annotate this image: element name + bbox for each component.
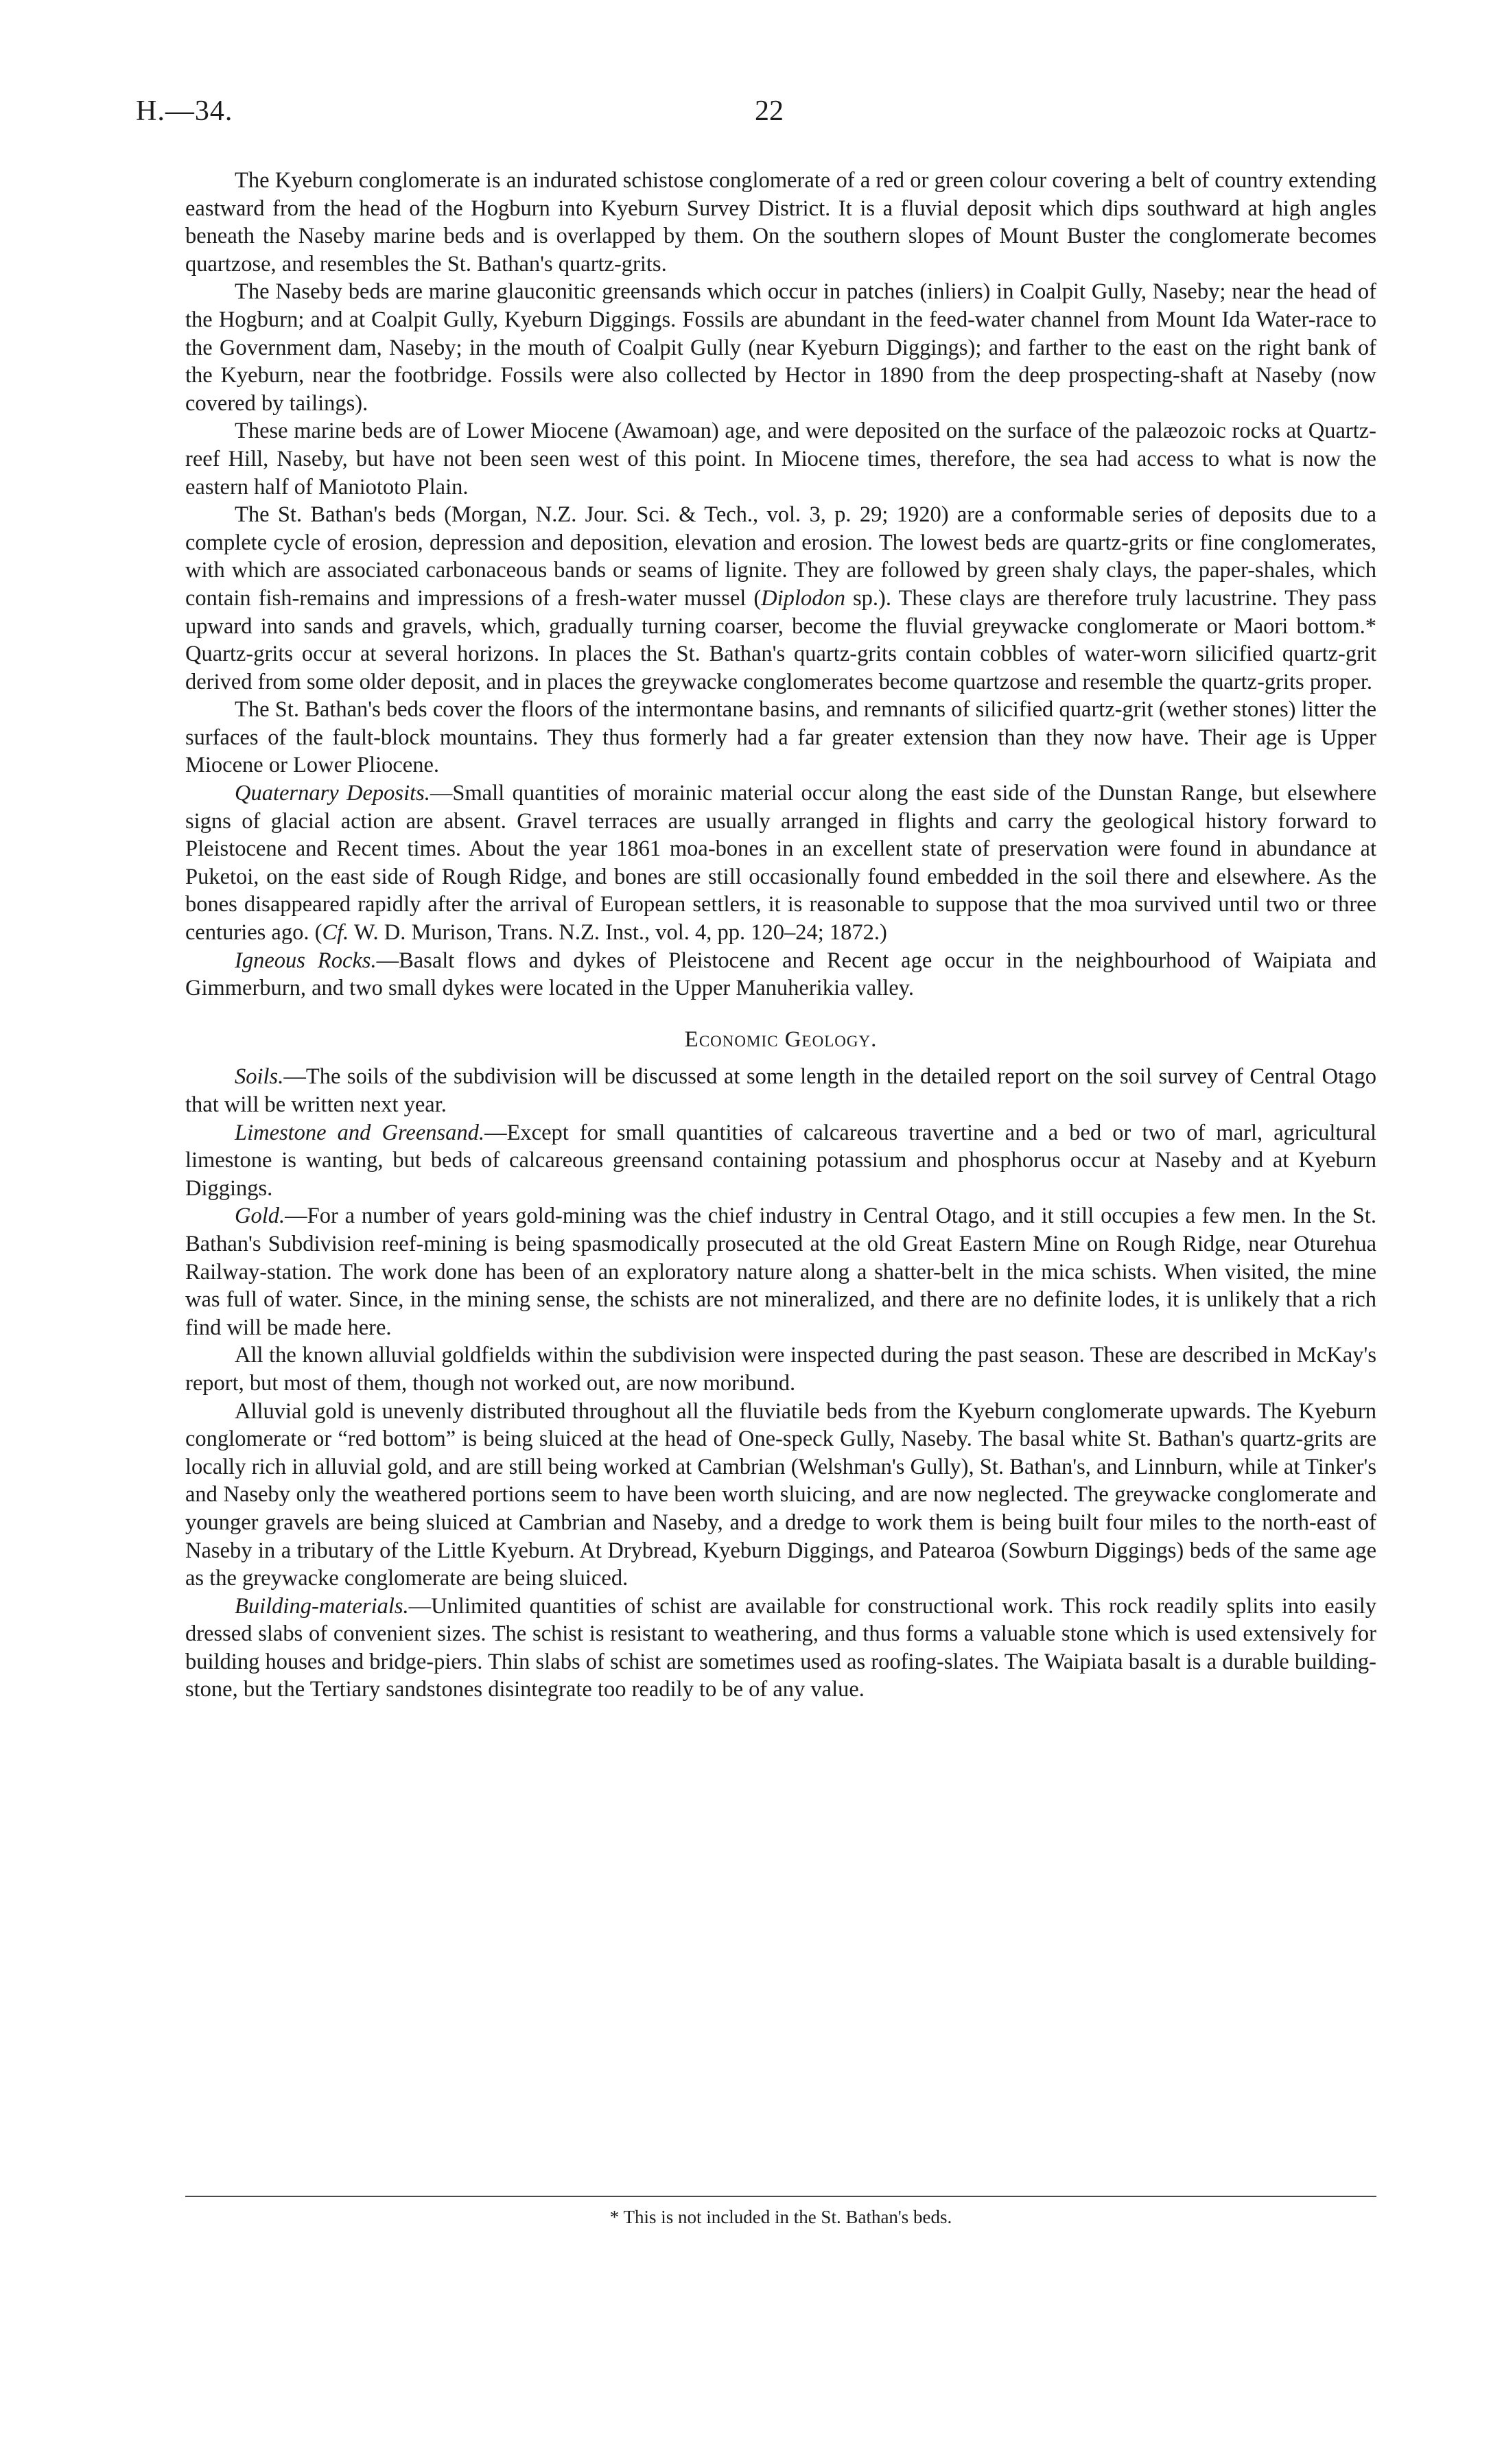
- lead-quaternary-deposits: Quaternary Deposits.: [235, 781, 430, 806]
- paragraph-alluvial-gold: Alluvial gold is unevenly distributed throughout all the fluviatile beds from the Kyeburn conglomerate upwards. The Kyeburn conglomerate or “red bottom” is being sluiced at the head of One-speck Gully, Naseby. The basal white St. Bathan's quartz-grits are locally rich in alluvial gold, and are still being worked at Cambrian (Welshman's Gully), St. Bathan's, and Linnburn, while at Tinker's and Naseby only the weathered portions seem to have been worth sluicing, and are now neglected. The greywacke conglomerate and younger gravels are being sluiced at Cambrian and Naseby, and a dredge to work them is being built four miles to the north-east of Naseby in a tributary of the Little Kyeburn. At Drybread, Kyeburn Diggings, and Patearoa (Sowburn Diggings) beds of the same age as the greywacke conglomerate are being sluiced.: [185, 1398, 1376, 1591]
- footnote-divider: [185, 2196, 1376, 2197]
- page-number: 22: [755, 95, 784, 127]
- lead-building-materials: Building-materials.: [235, 1593, 409, 1619]
- paragraph-building-materials: Building-materials.—Unlimited quantities of schist are available for constructional work. This rock readily splits into easily dressed slabs of convenient sizes. The schist is resistant to weathering, and thus forms a valuable stone which is used extensively for building houses and bridge-piers. Thin slabs of schist are sometimes used as roofing-slates. The Waipiata basalt is a durable building-stone, but the Tertiary sandstones disintegrate too readily to be of any value.: [185, 1593, 1376, 1702]
- paragraph-quaternary-deposits: Quaternary Deposits.—Small quantities of morainic material occur along the east side of the Dunstan Range, but elsewhere signs of glacial action are absent. Gravel terraces are usually arranged in flights and carry the geological history forward to Pleistocene and Recent times. About the year 1861 moa-bones in an excellent state of preservation were found in abundance at Puketoi, on the east side of Rough Ridge, and bones are still occasionally found embedded in the soil there and elsewhere. As the bones disappeared rapidly after the arrival of European settlers, it is reasonable to suppose that the moa survived until two or three centuries ago. (Cf. W. D. Murison, Trans. N.Z. Inst., vol. 4, pp. 120–24; 1872.): [185, 781, 1376, 946]
- paragraph-lower-miocene: These marine beds are of Lower Miocene (Awamoan) age, and were deposited on the surface of the palæozoic rocks at Quartz-reef Hill, Naseby, but have not been seen west of this point. In Miocene times, therefore, the sea had access to what is now the eastern half of Maniototo Plain.: [185, 419, 1376, 500]
- section-heading-economic-geology: Economic Geology.: [684, 1026, 878, 1052]
- paragraph-alluvial-goldfields: All the known alluvial goldfields within the subdivision were inspected during the past season. These are described in McKay's report, but most of them, though not worked out, are now moribund.: [185, 1343, 1376, 1396]
- paragraph-soils: Soils.—The soils of the subdivision will be discussed at some length in the detailed report on the soil survey of Central Otago that will be written next year.: [185, 1064, 1376, 1117]
- document-reference: H.—34.: [136, 95, 233, 127]
- footnote: * This is not included in the St. Bathan's beds.: [609, 2207, 952, 2227]
- paragraph-gold: Gold.—For a number of years gold-mining was the chief industry in Central Otago, and it still occupies a few men. In the St. Bathan's Subdivision reef-mining is being spasmodically prosecuted at the old Great Eastern Mine on Rough Ridge, near Oturehua Railway-station. The work done has been of an exploratory nature along a shatter-belt in the mica schists. When visited, the mine was full of water. Since, in the mining sense, the schists are not mineralized, and there are no definite lodes, it is unlikely that a rich find will be made here.: [185, 1204, 1376, 1340]
- body-text: [185, 167, 1376, 1704]
- paragraph-intermontane-basins: The St. Bathan's beds cover the floors of the intermontane basins, and remnants of silicified quartz-grit (wether stones) litter the surfaces of the fault-block mountains. They thus formerly had a far greater extension than they now have. Their age is Upper Miocene or Lower Pliocene.: [185, 697, 1376, 778]
- italic-diplodon: Diplodon: [761, 585, 845, 611]
- paragraph-limestone-greensand: Limestone and Greensand.—Except for small quantities of calcareous travertine and a bed or two of marl, agricultural limestone is wanting, but beds of calcareous greensand containing potassium and phosphorus occur at Naseby and at Kyeburn Diggings.: [185, 1120, 1376, 1201]
- lead-igneous-rocks: Igneous Rocks.: [235, 948, 377, 973]
- paragraph-igneous-rocks: Igneous Rocks.—Basalt flows and dykes of Pleistocene and Recent age occur in the neighbourhood of Waipiata and Gimmerburn, and two small dykes were located in the Upper Manuherikia valley.: [185, 948, 1376, 1001]
- paragraph-naseby-beds: The Naseby beds are marine glauconitic greensands which occur in patches (inliers) in Coalpit Gully, Naseby; near the head of the Hogburn; and at Coalpit Gully, Kyeburn Diggings. Fossils are abundant in the feed-water channel from Mount Ida Water-race to the Government dam, Naseby; in the mouth of Coalpit Gully (near Kyeburn Diggings); and farther to the east on the right bank of the Kyeburn, near the footbridge. Fossils were also collected by Hector in 1890 from the deep prospecting-shaft at Naseby (now covered by tailings).: [185, 279, 1376, 416]
- lead-gold: Gold.: [235, 1204, 285, 1229]
- paragraph-st-bathans-beds: The St. Bathan's beds (Morgan, N.Z. Jour. Sci. & Tech., vol. 3, p. 29; 1920) are a conformable series of deposits due to a complete cycle of erosion, depression and deposition, elevation and erosion. The lowest beds are quartz-grits or fine conglomerates, with which are associated carbonaceous bands or seams of lignite. They are followed by green shaly clays, the paper-shales, which contain fish-remains and impressions of a fresh-water mussel (Diplodon sp.). These clays are therefore truly lacustrine. They pass upward into sands and gravels, which, gradually turning coarser, become the fluvial greywacke conglomerate or Maori bottom.* Quartz-grits occur at several horizons. In places the St. Bathan's quartz-grits contain cobbles of water-worn silicified quartz-grit derived from some older deposit, and in places the greywacke conglomerates become quartzose and resemble the quartz-grits proper.: [185, 502, 1376, 694]
- lead-limestone-greensand: Limestone and Greensand.: [235, 1120, 485, 1145]
- italic-cf: Cf.: [322, 920, 349, 946]
- lead-soils: Soils.: [235, 1064, 284, 1090]
- paragraph-kyeburn-conglomerate: The Kyeburn conglomerate is an indurated schistose conglomerate of a red or green colour covering a belt of country extending eastward from the head of the Hogburn into Kyeburn Survey District. It is a fluvial deposit which dips southward at high angles beneath the Naseby marine beds and is overlapped by them. On the southern slopes of Mount Buster the conglomerate becomes quartzose, and resembles the St. Bathan's quartz-grits.: [185, 168, 1376, 277]
